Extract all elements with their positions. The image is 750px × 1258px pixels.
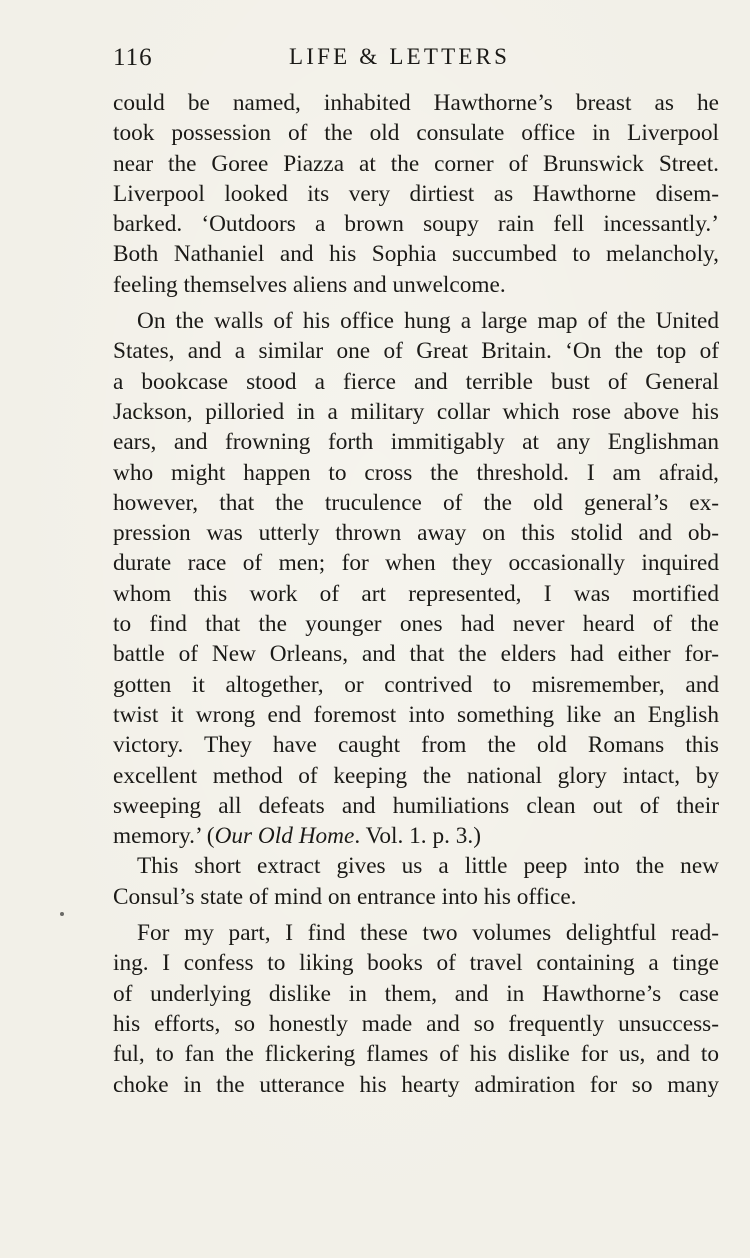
text-line: victory. They have caught from the old Romans this: [113, 732, 719, 759]
text-line: ing. I confess to liking books of travel containing a tinge: [113, 950, 719, 977]
text-line: Liverpool looked its very dirtiest as Hawthorne disem-: [113, 180, 719, 207]
text-line: ears, and frowning forth immitigably at any Englishman: [113, 429, 719, 456]
citation-line: [113, 821, 719, 851]
text-line: barked. ‘Outdoors a brown soupy rain fell incessantly.’: [113, 211, 719, 238]
page-number: 116: [113, 44, 153, 71]
text-line: For my part, I find these two volumes delightful read-: [137, 920, 719, 947]
text-line: feeling themselves aliens and unwelcome.: [113, 271, 506, 298]
text-line: sweeping all defeats and humiliations clean out of their: [113, 792, 719, 819]
text-line: pression was utterly thrown away on this stolid and ob-: [113, 520, 719, 547]
text-line: Consul’s state of mind on entrance into his office.: [113, 883, 577, 910]
text-line: his efforts, so honestly made and so frequently unsuccess-: [113, 1010, 719, 1037]
text-line: to find that the younger ones had never heard of the: [113, 611, 719, 638]
paragraph: [113, 918, 719, 1100]
text-line: States, and a similar one of Great Britain. ‘On the top of: [113, 338, 719, 365]
text-line: Both Nathaniel and his Sophia succumbed to melancholy,: [113, 241, 719, 268]
text-line: a bookcase stood a fierce and terrible bust of General: [113, 368, 719, 395]
text-line: choke in the utterance his hearty admiration for so many: [113, 1071, 719, 1098]
body-text: [113, 88, 719, 1100]
book-title: Our Old Home: [214, 823, 355, 850]
text-line: On the walls of his office hung a large map of the United: [137, 308, 719, 335]
paragraph: [113, 306, 719, 851]
text-line: durate race of men; for when they occasionally inquired: [113, 550, 719, 577]
text-line: took possession of the old consulate office in Liverpool: [113, 120, 719, 147]
citation-before: memory.’ (: [113, 823, 215, 850]
citation-after: . Vol. 1. p. 3.): [354, 823, 481, 850]
text-line: who might happen to cross the threshold. I am afraid,: [113, 459, 719, 486]
running-head: LIFE & LETTERS: [289, 44, 511, 69]
text-line: near the Goree Piazza at the corner of Brunswick Street.: [113, 150, 719, 177]
text-line: of underlying dislike in them, and in Hawthorne’s case: [113, 980, 719, 1007]
text-line: Jackson, pilloried in a military collar which rose above his: [113, 398, 719, 425]
paper-speck: [60, 912, 64, 916]
page-header: [113, 44, 719, 80]
text-line: twist it wrong end foremost into something like an English: [113, 701, 719, 728]
text-line: gotten it altogether, or contrived to misremember, and: [113, 671, 719, 698]
paragraph: [113, 88, 719, 300]
text-line: whom this work of art represented, I was mortified: [113, 580, 719, 607]
text-line: ful, to fan the flickering flames of his dislike for us, and to: [113, 1041, 719, 1068]
paragraph: [113, 851, 719, 912]
text-line: however, that the truculence of the old general’s ex-: [113, 489, 719, 516]
text-line: excellent method of keeping the national glory intact, by: [113, 762, 719, 789]
text-line: This short extract gives us a little peep into the new: [137, 853, 719, 880]
text-line: battle of New Orleans, and that the elders had either for-: [113, 641, 719, 668]
text-line: could be named, inhabited Hawthorne’s breast as he: [113, 90, 719, 116]
